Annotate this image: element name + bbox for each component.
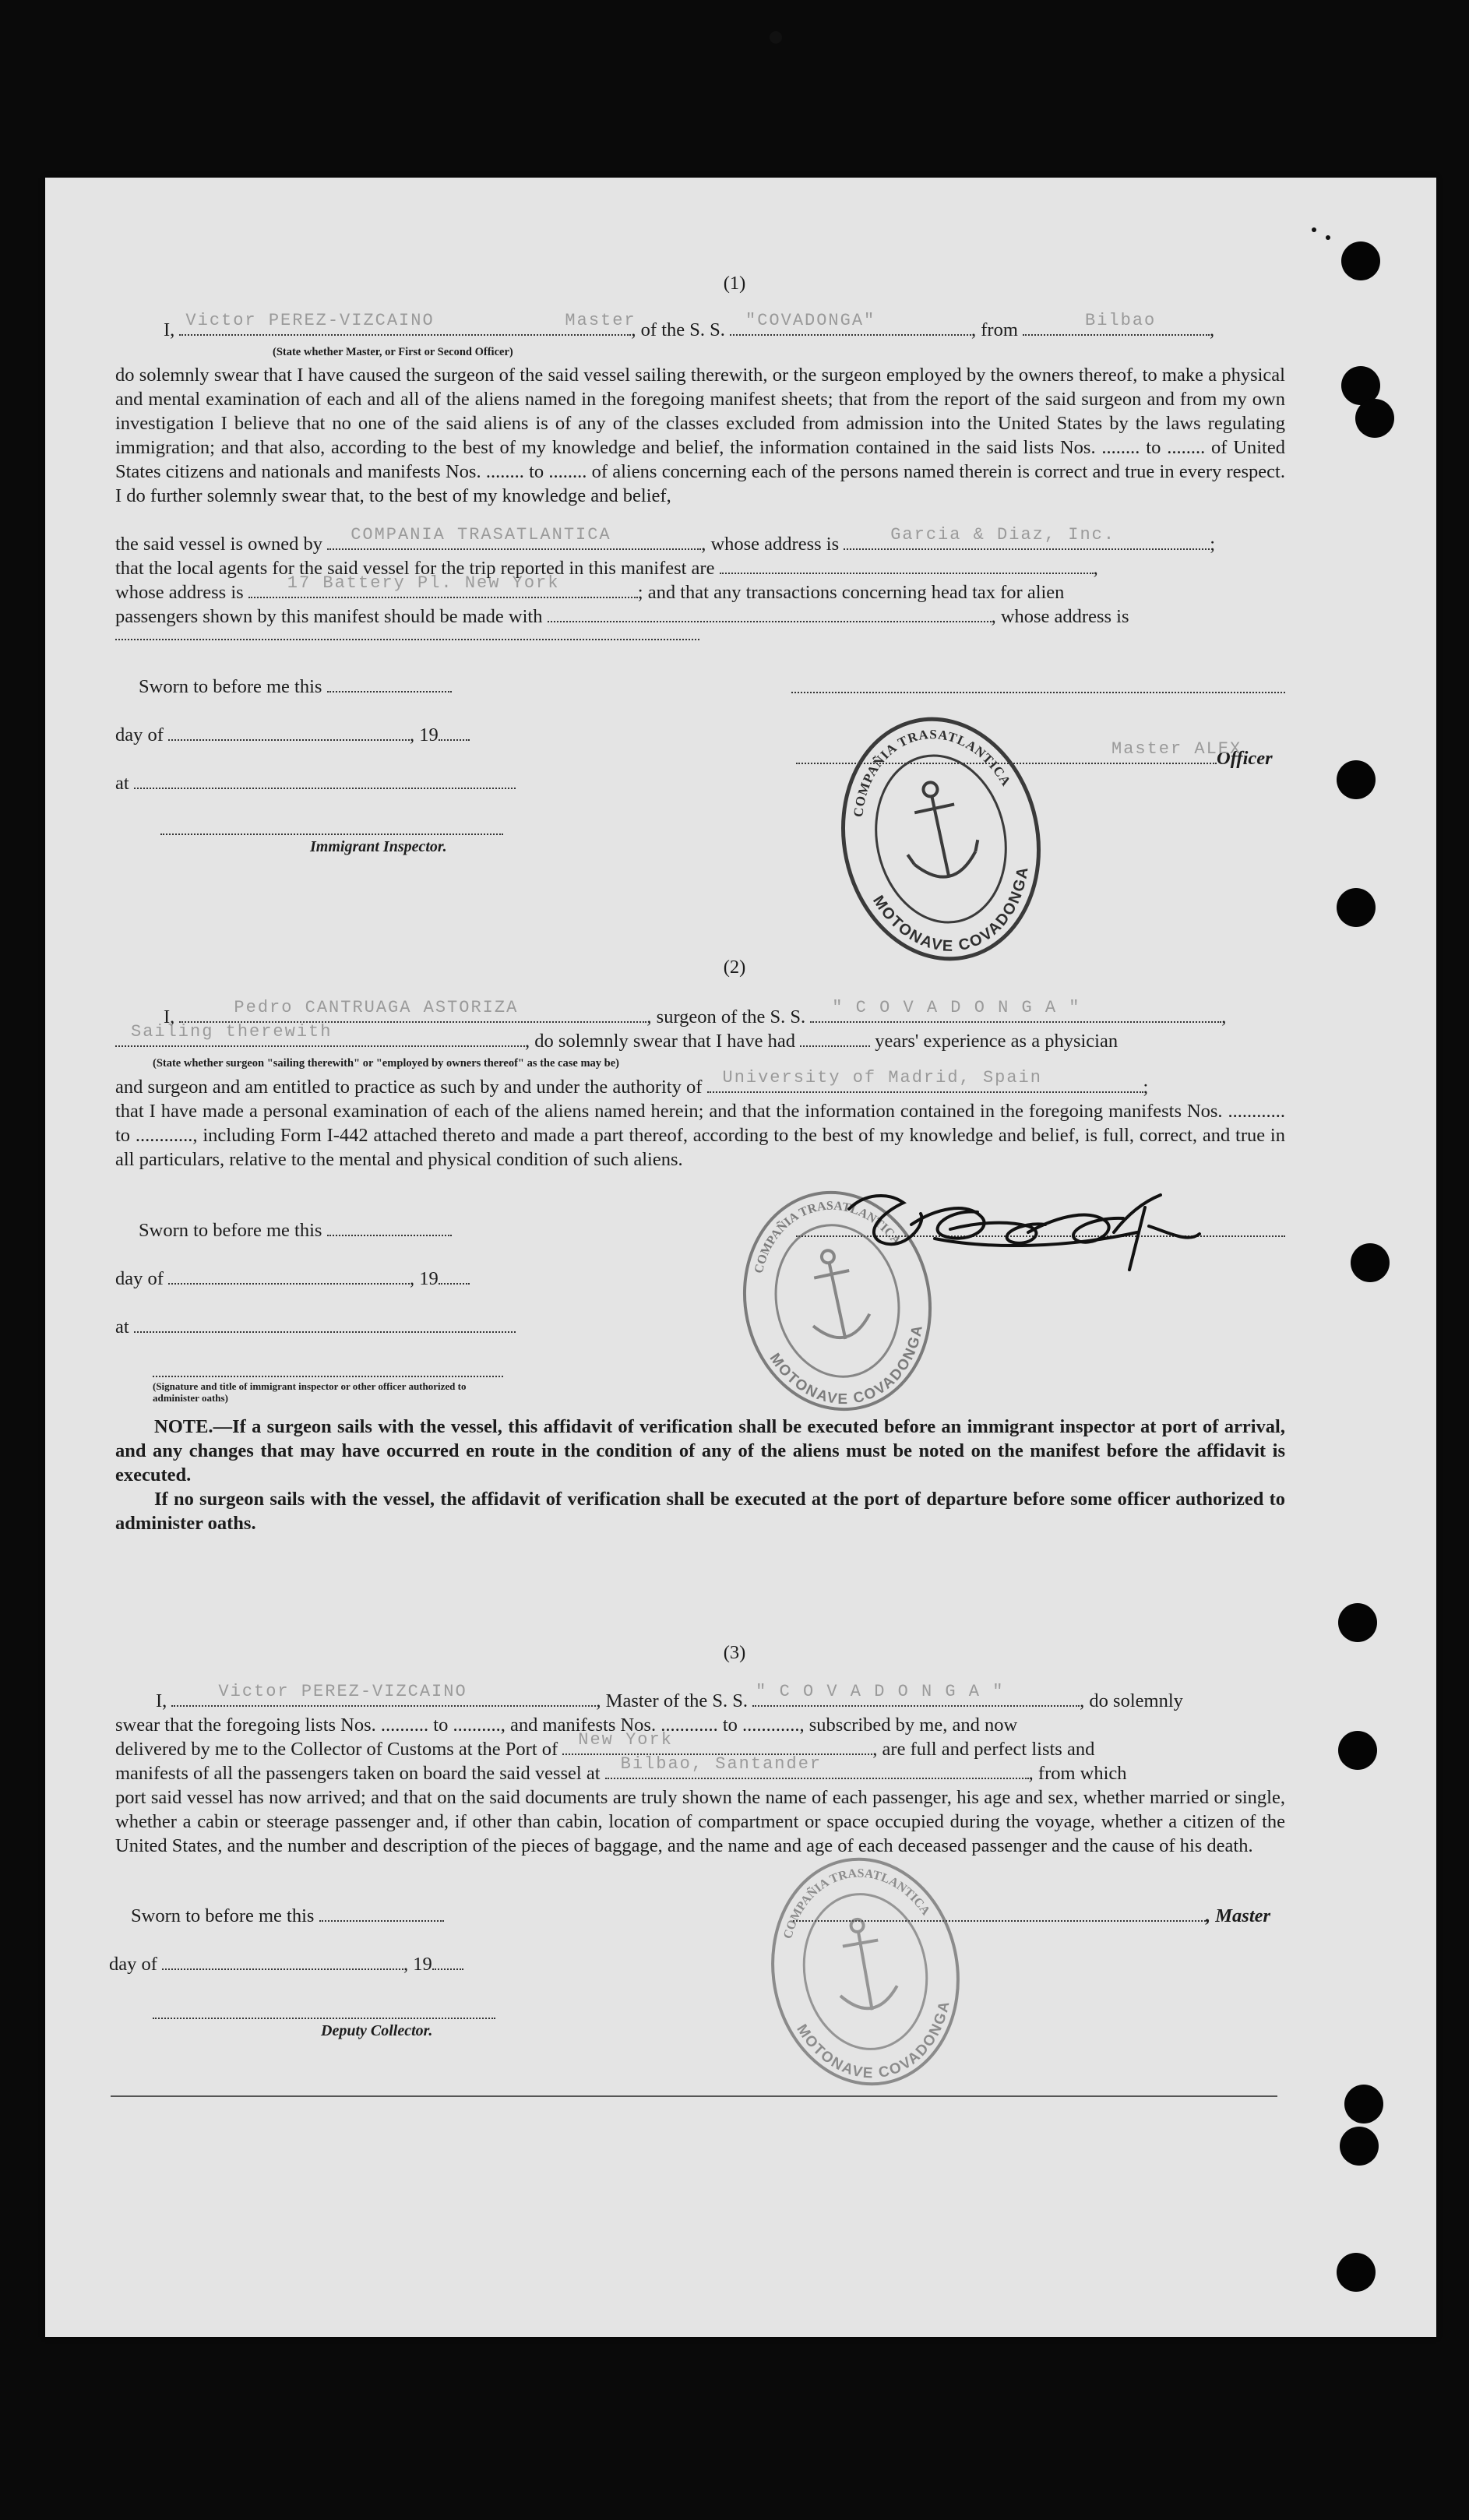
punch-hole [1337, 888, 1376, 927]
speck [770, 31, 782, 44]
s1-local-agents: that the local agents for the said vessel for the trip reported in this manifest are [115, 558, 715, 579]
s1-inspector-line [160, 832, 503, 835]
anchor-icon [894, 775, 985, 884]
s3-i: I, [156, 1690, 167, 1711]
s1-at-line [115, 771, 516, 795]
section-number-2: (2) [723, 957, 746, 978]
s2-note-label: NOTE. [154, 1416, 213, 1437]
s2-nineteen: , 19 [410, 1268, 439, 1289]
s2-surgeon-name: Pedro CANTRUAGA ASTORIZA [234, 998, 519, 1017]
s2-authority: and surgeon and am entitled to practice as such by and under the authority of [115, 1077, 703, 1098]
s1-owned-by: the said vessel is owned by [115, 534, 323, 555]
speck [1326, 235, 1330, 240]
punch-hole [1355, 399, 1394, 438]
s2-note-text: —If a surgeon sails with the vessel, this affidavit of verification shall be executed before an immigrant inspector at port of arrival, and any changes that may have occurred en route in the condition of any of the aliens must be noted on the manifest before the affidavit is executed. [115, 1416, 1285, 1486]
s1-from-field [1023, 311, 1210, 336]
s1-passengers-line [115, 604, 1129, 629]
s2-note: (State whether surgeon "sailing therewith" or "employed by owners thereof" as the case may be) [153, 1057, 619, 1070]
s3-body: port said vessel has now arrived; and that on the said documents are truly shown the name of each passenger, his age and sex, whether married or single, whether a cabin or steerage passenger and, if other than cabin, location of compartment or space occupied during the voyage, whether a citizen of the United States, and the number and description of the pieces of baggage, and the name and age of each deceased passenger and the cause of his death. [115, 1787, 1285, 1856]
s2-at-line [115, 1315, 516, 1339]
s1-owner: COMPANIA TRASATLANTICA [351, 525, 611, 545]
s1-head-tax: ; and that any transactions concerning head tax for alien [637, 582, 1065, 603]
s1-officer-value: Master ALEX [1111, 739, 1242, 759]
s1-signature-line [791, 690, 1285, 693]
s1-passengers: passengers shown by this manifest should be made with [115, 606, 543, 627]
s3-port-value: New York [578, 1730, 673, 1750]
s2-sig-note: (Signature and title of immigrant inspector or other officer authorized to administer oaths) [153, 1380, 467, 1404]
s2-years: years' experience as a physician [875, 1031, 1118, 1052]
s2-body: that I have made a personal examination of each of the aliens named herein; and that the information contained in the foregoing manifests Nos. ............ to ............, including Form I-442 attached thereto and made a part thereof, according to the best of my knowledge and belief, is full, correct, and true in all particulars, relative to the mental and physical condition of such aliens. [115, 1101, 1285, 1170]
s3-port-tail: , are full and perfect lists and [872, 1739, 1095, 1760]
s3-collector: Deputy Collector. [321, 2022, 433, 2039]
s1-agents-address: 17 Battery Pl. New York [287, 573, 560, 593]
s1-at: at [115, 773, 129, 794]
s3-sworn-line [131, 1904, 444, 1928]
punch-hole [1344, 2085, 1383, 2123]
s1-whose-address: , whose address is [701, 534, 840, 555]
s2-sailing: Sailing therewith [131, 1022, 333, 1041]
s2-at-field [134, 1317, 516, 1333]
s3-board-label: manifests of all the passengers taken on board the said vessel at [115, 1763, 601, 1784]
s1-sworn: Sworn to before me this [139, 676, 322, 697]
s3-day-field [162, 1954, 403, 1970]
s3-master-line [156, 1682, 1183, 1713]
s3-day-line [109, 1952, 463, 1976]
s2-surgeon-line: I, Pedro CANTRUAGA ASTORIZA , surgeon of the S. S. " C O V A D O N G A " , [164, 1005, 1226, 1029]
s2-year-field [439, 1269, 470, 1285]
s3-sworn-field [319, 1906, 444, 1922]
s1-agents-field [720, 559, 1094, 574]
s2-i: I, [164, 1006, 175, 1027]
s1-master-line: I, Victor PEREZ-VIZCAINO Master , of the S. S. "COVADONGA" , from Bilbao , [164, 318, 1214, 342]
s2-officer-line [153, 1374, 503, 1377]
s3-sworn: Sworn to before me this [131, 1905, 315, 1926]
s3-collector-line [153, 2016, 495, 2019]
s1-owner-address: Garcia & Diaz, Inc. [890, 525, 1116, 545]
s2-swear: , do solemnly swear that I have had [525, 1031, 795, 1052]
s3-master-field [171, 1682, 596, 1707]
s1-sworn-field [327, 677, 452, 693]
stamp-top-text: COMPAÑIA TRASATLANTICA [781, 1866, 933, 1940]
s2-note-text-2: If no surgeon sails with the vessel, the affidavit of verification shall be executed at the port of departure before some officer authorized to administer oaths. [115, 1489, 1285, 1534]
s1-day-line [115, 723, 470, 747]
s1-at-field [134, 774, 516, 789]
stamp-bottom-text: MOTONAVE COVADONGA [766, 1323, 927, 1408]
surgeon-signature [833, 1178, 1223, 1279]
s1-passengers-field [548, 607, 992, 622]
s3-line2: swear that the foregoing lists Nos. .......... to .........., and manifests Nos. ............ to ............, subscribed by me, and now [115, 1715, 1018, 1736]
s1-day-of: day of [115, 724, 164, 745]
s2-authority-field [707, 1068, 1143, 1093]
s3-board-tail: , from which [1028, 1763, 1127, 1784]
s3-solemnly: , do solemnly [1080, 1690, 1183, 1711]
s2-surgeon-of: , surgeon of the S. S. [646, 1006, 806, 1027]
s3-day-of: day of [109, 1954, 157, 1975]
s1-body: do solemnly swear that I have caused the surgeon of the said vessel sailing therewith, or the surgeon employed by the owners thereof, to make a physical and mental examination of each and all of the aliens named in the foregoing manifest sheets; that from the report of the said surgeon and from my own investigation I believe that no one of the said aliens is of any of the classes excluded from admission into the United States by the laws regulating immigration; and that also, according to the best of my knowledge and belief, the information contained in the said lists Nos. ........ to ........ of United States citizens and nationals and manifests Nos. ........ to ........ of aliens concerning each of the persons named therein is correct and true in every respect. I do further solemnly swear that, to the best of my knowledge and belief, [115, 365, 1285, 506]
s1-agents-address-field [248, 573, 638, 598]
s1-address-line [115, 637, 699, 640]
s1-from-value: Bilbao [1085, 311, 1157, 330]
punch-hole [1337, 2253, 1376, 2292]
s3-board-value: Bilbao, Santander [620, 1754, 823, 1774]
s2-sworn: Sworn to before me this [139, 1220, 322, 1241]
s1-officer-label: Officer [1217, 748, 1273, 769]
s1-year-field [439, 725, 470, 741]
s2-vessel-field [810, 998, 1221, 1023]
s3-vessel: " C O V A D O N G A " [756, 1682, 1005, 1701]
section-number-3: (3) [723, 1642, 746, 1663]
s3-year-field [432, 1954, 463, 1970]
bottom-rule [111, 2095, 1277, 2097]
stamp-top-text: COMPAÑIA TRASATLANTICA [851, 727, 1014, 818]
s2-day-field [168, 1269, 410, 1285]
s1-from: , from [971, 319, 1018, 340]
s3-board-field [605, 1754, 1029, 1779]
s2-swear-line [115, 1022, 1118, 1053]
s3-board-line [115, 1754, 1127, 1785]
s1-vessel: "COVADONGA" [745, 311, 876, 330]
s3-master-label: , Master [1206, 1905, 1271, 1926]
punch-hole [1338, 1603, 1377, 1642]
s2-day-of: day of [115, 1268, 164, 1289]
s1-owner-line: the said vessel is owned by COMPANIA TRASATLANTICA , whose address is Garcia & Diaz, Inc. ; [115, 532, 1215, 556]
s1-whose-address-is: , whose address is [991, 606, 1129, 627]
s2-day-line [115, 1267, 470, 1291]
s2-years-field [800, 1031, 870, 1047]
s2-sworn-field [327, 1221, 452, 1236]
s1-master-field [179, 311, 636, 336]
s1-agents-line: that the local agents for the said vessel for the trip reported in this manifest are , [115, 558, 1098, 579]
s1-master-name: Victor PEREZ-VIZCAINO [185, 311, 435, 330]
stamp-bottom-text: MOTONAVE COVADONGA [869, 865, 1032, 955]
s1-day-field [168, 725, 410, 741]
s3-port-label: delivered by me to the Collector of Customs at the Port of [115, 1739, 558, 1760]
s1-sworn-line [139, 675, 452, 699]
s1-owner-field [327, 525, 701, 550]
s1-inspector: Immigrant Inspector. [310, 838, 447, 855]
s1-note: (State whether Master, or First or Second Officer) [273, 346, 513, 358]
punch-hole [1340, 2127, 1379, 2166]
s2-sailing-field [115, 1022, 525, 1047]
s2-note-paragraph [115, 1415, 1285, 1487]
anchor-icon [828, 1915, 900, 2015]
s2-sworn-line [139, 1218, 452, 1242]
s3-nineteen: , 19 [403, 1954, 432, 1975]
s3-master-of: , Master of the S. S. [596, 1690, 749, 1711]
s1-master-title: Master [565, 311, 636, 330]
s1-agents-address-line [115, 573, 1065, 604]
s2-authority-line: and surgeon and am entitled to practice as such by and under the authority of University of Madrid, Spain ; [115, 1075, 1148, 1099]
s2-note-paragraph-2 [115, 1487, 1285, 1535]
s1-of-ss: , of the S. S. [631, 319, 725, 340]
punch-hole [1337, 760, 1376, 799]
s1-vessel-field [730, 311, 971, 336]
punch-hole [1351, 1243, 1390, 1282]
punch-hole [1338, 1731, 1377, 1770]
section-number-1: (1) [723, 273, 746, 294]
s2-at: at [115, 1316, 129, 1338]
stamp-bottom-text: MOTONAVE COVADONGA [793, 1998, 953, 2082]
company-stamp [760, 1851, 971, 2092]
s3-master-name: Victor PEREZ-VIZCAINO [218, 1682, 467, 1701]
s2-authority-value: University of Madrid, Spain [722, 1068, 1042, 1087]
s3-port-line [115, 1730, 1095, 1761]
s1-owner-address-field [844, 525, 1210, 550]
s1-nineteen: , 19 [410, 724, 439, 745]
s1-i: I, [164, 319, 175, 340]
s3-vessel-field [752, 1682, 1080, 1707]
stamp-top-text: COMPAÑIA TRASATLANTICA [752, 1199, 904, 1275]
company-stamp [835, 710, 1047, 967]
s2-vessel: " C O V A D O N G A " [832, 998, 1081, 1017]
speck [1312, 227, 1316, 232]
s1-agents-address-label: whose address is [115, 582, 244, 603]
